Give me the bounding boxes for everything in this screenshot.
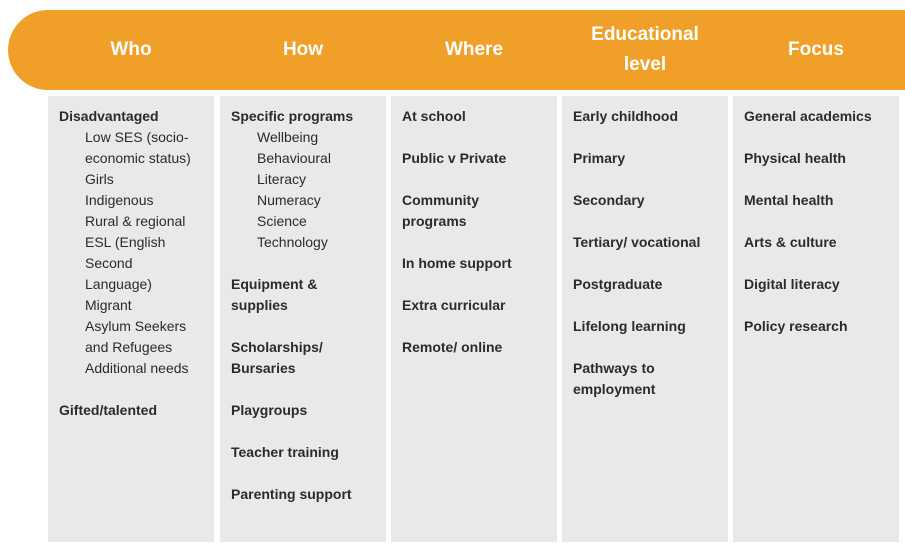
focus-item: Policy research: [744, 318, 848, 334]
level-item: Early childhood: [573, 108, 679, 124]
how-column: [220, 96, 386, 542]
who-sub-item: Girls: [85, 171, 114, 187]
who-sub-item: Additional needs: [85, 360, 189, 376]
how-sub-item: Literacy: [257, 171, 307, 187]
focus-item: Arts & culture: [744, 234, 837, 250]
level-item: Secondary: [573, 192, 645, 208]
how-sub-item: Numeracy: [257, 192, 321, 208]
where-item: In home support: [402, 255, 512, 271]
how-sub-item: Behavioural: [257, 150, 331, 166]
who-sub-item: Migrant: [85, 297, 132, 313]
level-item: Lifelong learning: [573, 318, 686, 334]
header-focus: Focus: [788, 39, 844, 60]
how-playgroups: Playgroups: [231, 402, 308, 418]
level-item: Primary: [573, 150, 626, 166]
who-sub-item: Language): [85, 276, 152, 292]
header-who: Who: [110, 39, 152, 60]
focus-item: Physical health: [744, 150, 846, 166]
header-where: Where: [444, 39, 504, 60]
where-community-programs: Community programs: [402, 192, 479, 229]
who-sub-item: and Refugees: [85, 339, 173, 355]
how-equipment: Equipment & supplies: [231, 276, 318, 313]
who-sub-item: ESL (English: [85, 234, 166, 250]
who-sub-item: Asylum Seekers: [85, 318, 187, 334]
where-item: Remote/ online: [402, 339, 503, 355]
level-item: Tertiary/ vocational: [573, 234, 701, 250]
where-item: At school: [402, 108, 466, 124]
who-gifted: Gifted/talented: [59, 402, 158, 418]
focus-item: Digital literacy: [744, 276, 840, 292]
who-sub-item: Second: [85, 255, 133, 271]
who-sub-item: economic status): [85, 150, 191, 166]
how-sub-item: Science: [257, 213, 307, 229]
where-column: [391, 96, 557, 542]
how-sub-item: Wellbeing: [257, 129, 319, 145]
level-item: Postgraduate: [573, 276, 663, 292]
focus-item: General academics: [744, 108, 872, 124]
how-parenting-support: Parenting support: [231, 486, 352, 502]
where-item: Extra curricular: [402, 297, 506, 313]
who-sub-item: Rural & regional: [85, 213, 186, 229]
who-sub-item: Indigenous: [85, 192, 154, 208]
focus-item: Mental health: [744, 192, 834, 208]
who-column: [48, 96, 214, 542]
level-pathways: Pathways to employment: [573, 360, 656, 397]
who-sub-item: Low SES (socio-: [85, 129, 189, 145]
how-sub-item: Technology: [257, 234, 328, 250]
level-column: [562, 96, 728, 542]
who-disadvantaged: Disadvantaged: [59, 108, 159, 124]
how-specific-programs: Specific programs: [231, 108, 354, 124]
how-scholarships: Scholarships/ Bursaries: [231, 339, 323, 376]
where-item: Public v Private: [402, 150, 507, 166]
how-teacher-training: Teacher training: [231, 444, 339, 460]
header-educational-level: Educational level: [591, 24, 699, 75]
focus-column: [733, 96, 899, 542]
header-how: How: [282, 39, 324, 60]
